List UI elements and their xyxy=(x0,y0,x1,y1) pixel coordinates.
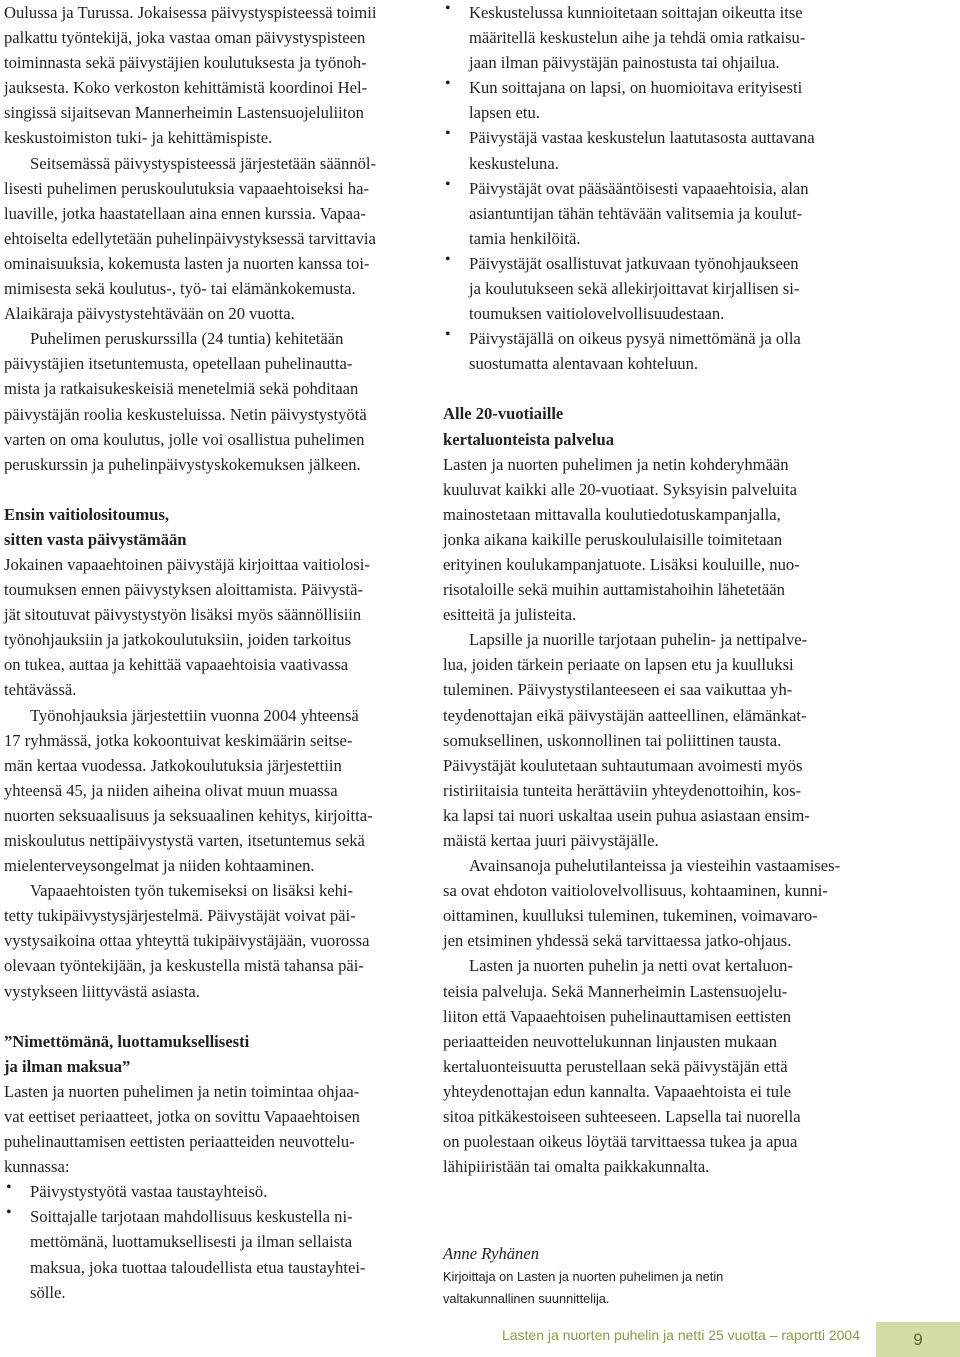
text-line: sölle. xyxy=(30,1282,66,1302)
bullet-item xyxy=(4,1204,414,1304)
text-line: ka lapsi tai nuori uskaltaa usein puhua asiastaan ensim- xyxy=(443,805,810,825)
text-line: somuksellinen, uskonnollinen tai poliittinen tausta. xyxy=(443,730,782,750)
text-line: kertaluonteisuutta perustellaan sekä päivystäjän että xyxy=(443,1056,788,1076)
bullet-item xyxy=(443,125,863,175)
text-line: ja koulutukseen sekä allekirjoittavat kirjallisen si- xyxy=(469,279,800,299)
text-line: Alaikäraja päivystystehtävään on 20 vuotta. xyxy=(4,304,295,324)
bullet-icon: • xyxy=(445,250,451,268)
text-line: tehtävässä. xyxy=(4,680,77,700)
text-line: päivystäjien itsetuntemusta, opetellaan puhelinautta- xyxy=(4,354,353,374)
text-line: teydenottajan eikä päivystäjän aatteellinen, elämänkat- xyxy=(443,705,807,725)
text-line: puhelinauttamisen eettisten periaatteiden neuvottelu- xyxy=(4,1132,355,1152)
right-column xyxy=(443,0,863,1310)
text-line: Lasten ja nuorten puhelin ja netti ovat kertaluon- xyxy=(469,956,793,976)
text-line: vystykseen liittyvästä asiasta. xyxy=(4,981,200,1001)
heading-line: ”Nimettömänä, luottamuksellisesti xyxy=(4,1031,250,1051)
text-line: jonka aikana kaikille peruskoululaisille toimitetaan xyxy=(443,529,783,549)
text-line: män kertaa vuodessa. Jatkokoulutuksia järjestettiin xyxy=(4,755,342,775)
text-line: liiton että Vapaaehtoisen puhelinauttamisen eettisten xyxy=(443,1006,792,1026)
text-line: sa ovat ehdoton vaitiolovelvollisuus, kohtaaminen, kunni- xyxy=(443,881,828,901)
text-line: Päivystäjä vastaa keskustelun laatutasosta auttavana xyxy=(469,128,815,148)
text-line: ehtoiselta edellytetään puhelinpäivystyksessä tarvittavia xyxy=(4,228,376,248)
text-line: suostumatta alentavaan kohteluun. xyxy=(469,354,699,374)
bullet-item xyxy=(443,176,863,251)
text-line: Lasten ja nuorten puhelimen ja netin kohderyhmään xyxy=(443,454,789,474)
text-line: yhteydenottajan edun kannalta. Vapaaehtoista ei tule xyxy=(443,1081,792,1101)
text-line: Oulussa ja Turussa. Jokaisessa päivystyspisteessä toimii xyxy=(4,3,377,22)
paragraph-supervision xyxy=(4,703,414,879)
paragraph-keywords xyxy=(443,853,863,953)
text-line: mäistä kertaa juuri päivystäjälle. xyxy=(443,831,659,850)
text-line: tamia henkilöitä. xyxy=(469,228,581,248)
text-line: Vapaaehtoisten työn tukemiseksi on lisäksi kehi- xyxy=(30,881,354,901)
text-line: olevaan työntekijään, ja keskustella mistä tahansa päi- xyxy=(4,956,364,976)
text-line: sitoa pitkäkestoiseen suhteeseen. Lapsella tai nuorella xyxy=(443,1107,801,1127)
text-line: asiantuntijan tähän tehtävään valitsemia ja koulut- xyxy=(469,203,803,223)
text-line: oittaminen, kuulluksi tuleminen, tukeminen, voimavaro- xyxy=(443,906,818,926)
text-line: ominaisuuksia, kokemusta lasten ja nuorten kanssa toi- xyxy=(4,253,370,273)
text-line: palkattu työntekijä, joka vastaa oman päivystyspisteen xyxy=(4,28,366,48)
heading-line: ja ilman maksua” xyxy=(4,1056,131,1076)
text-line: Päivystäjät koulutetaan suhtautumaan avoimesti myös xyxy=(443,755,803,775)
bullet-item xyxy=(4,1179,414,1204)
bullet-icon: • xyxy=(445,326,451,344)
bullet-item xyxy=(443,0,863,75)
heading-line: Alle 20-vuotiaille xyxy=(443,404,564,424)
text-line: Keskustelussa kunnioitetaan soittajan oikeutta itse xyxy=(469,3,803,22)
text-line: vystysaikoina ottaa yhteyttä tukipäivystäjään, vuorossa xyxy=(4,931,370,951)
text-line: keskusteluna. xyxy=(469,153,559,173)
text-line: Päivystäjät osallistuvat jatkuvaan työnohjaukseen xyxy=(469,253,799,273)
text-line: kunnassa: xyxy=(4,1157,70,1177)
paragraph-one-time-service xyxy=(443,953,863,1179)
text-line: luaville, jotka haastatellaan aina ennen kurssia. Vapaa- xyxy=(4,203,366,223)
ethics-bullet-list xyxy=(4,1179,414,1304)
text-line: Päivystystyötä vastaa taustayhteisö. xyxy=(30,1182,268,1202)
paragraph-commitment xyxy=(4,552,414,703)
footer-title: Lasten ja nuorten puhelin ja netti 25 vuotta – raportti 2004 xyxy=(501,1327,860,1343)
text-line: erityinen koulukampanjatuote. Lisäksi kouluille, nuo- xyxy=(443,554,800,574)
bullet-icon: • xyxy=(445,125,451,143)
text-line: Avainsanoja puhelutilanteissa ja viesteihin vastaamises- xyxy=(469,856,841,876)
page-number: 9 xyxy=(876,1322,960,1357)
text-line: miskoulutus nettipäivystystä varten, itsetuntemus sekä xyxy=(4,831,365,850)
bullet-icon: • xyxy=(445,0,451,17)
text-line: 17 ryhmässä, jotka kokoontuivat keskimäärin seitse- xyxy=(4,730,353,750)
text-line: tuleminen. Päivystystilanteeseen ei saa vaikuttaa yh- xyxy=(443,680,793,700)
section-heading-confidentiality xyxy=(4,502,414,552)
text-line: nuorten seksuaalisuus ja seksuaalinen kehitys, kirjoitta- xyxy=(4,805,373,825)
paragraph-target-group xyxy=(443,452,863,628)
bullet-item xyxy=(443,251,863,326)
text-line: jaan ilman päivystäjän painostusta tai ohjailua. xyxy=(469,53,780,73)
text-line: maksua, joka tuottaa taloudellista etua taustayhtei- xyxy=(30,1257,366,1277)
heading-line: Ensin vaitiolositoumus, xyxy=(4,504,170,524)
text-line: peruskurssin ja puhelinpäivystyskokemuksen jälkeen. xyxy=(4,454,361,474)
text-line: Jokainen vapaaehtoinen päivystäjä kirjoittaa vaitiolosi- xyxy=(4,554,370,574)
text-line: teisia palveluja. Sekä Mannerheimin Lastensuojelu- xyxy=(443,981,788,1001)
paragraph-intro-continued xyxy=(4,0,414,151)
text-line: mettömänä, luottamuksellisesti ja ilman sellaista xyxy=(30,1232,353,1252)
text-line: on tukea, auttaa ja kehittää vapaaehtoisia vaativassa xyxy=(4,655,349,675)
text-line: Kun soittajana on lapsi, on huomioitava erityisesti xyxy=(469,78,803,98)
text-line: Lapsille ja nuorille tarjotaan puhelin- ja nettipalve- xyxy=(469,630,808,650)
text-line: ristiriitaisia tunteita herättäviin yhteydenottoihin, kos- xyxy=(443,780,802,800)
left-column xyxy=(4,0,414,1305)
page-footer xyxy=(0,1322,960,1357)
text-line: toiminnasta sekä päivystäjien koulutuksesta ja työnoh- xyxy=(4,53,367,73)
text-line: jät sitoutuvat päivystystyön lisäksi myös säännöllisiin xyxy=(4,605,362,625)
paragraph-basic-course xyxy=(4,326,414,477)
text-line: vat eettiset periaatteet, jotka on sovittu Vapaaehtoisen xyxy=(4,1106,360,1126)
text-line: lapsen etu. xyxy=(469,103,540,123)
text-line: Päivystäjällä on oikeus pysyä nimettömänä ja olla xyxy=(469,329,801,349)
text-line: toumuksen vaitiolovelvollisuudestaan. xyxy=(469,304,725,324)
text-line: periaatteiden neuvottelukunnan linjausten mukaan xyxy=(443,1031,778,1051)
text-line: lua, joiden tärkein periaate on lapsen etu ja kuulluksi xyxy=(443,655,794,675)
text-line: mainostetaan mittavalla koulutiedotuskampanjalla, xyxy=(443,504,781,524)
text-line: risotaloille sekä muihin auttamistahoihin lähetetään xyxy=(443,580,785,600)
caption-line: Kirjoittaja on Lasten ja nuorten puhelimen ja netin xyxy=(443,1269,724,1285)
bullet-icon: • xyxy=(445,175,451,193)
text-line: mimisesta sekä koulutus-, työ- tai elämänkokemusta. xyxy=(4,279,356,299)
heading-line: sitten vasta päivystämään xyxy=(4,529,187,549)
author-caption xyxy=(443,1266,863,1310)
text-line: lähipiiristään tai omalta paikkakunnalta. xyxy=(443,1157,710,1177)
paragraph-principles xyxy=(443,627,863,853)
bullet-item xyxy=(443,75,863,125)
text-line: Puhelimen peruskurssilla (24 tuntia) kehitetään xyxy=(30,329,344,349)
text-line: määritellä keskustelun aihe ja tehdä omia ratkaisu- xyxy=(469,28,806,48)
bullet-item xyxy=(443,326,863,376)
paragraph-ethics xyxy=(4,1079,414,1179)
text-line: esitteitä ja julisteita. xyxy=(443,605,577,625)
section-heading-under-20 xyxy=(443,401,863,451)
text-line: päivystäjän roolia keskusteluissa. Netin päivystystyötä xyxy=(4,404,367,424)
author-name: Anne Ryhänen xyxy=(443,1244,539,1264)
text-line: Työnohjauksia järjestettiin vuonna 2004 yhteensä xyxy=(30,705,359,725)
paragraph-support-system xyxy=(4,878,414,1003)
bullet-icon: • xyxy=(6,1204,12,1222)
text-line: mielenterveysongelmat ja niiden kohtaaminen. xyxy=(4,856,315,876)
text-line: jen etsiminen yhdessä sekä tarvittaessa jatko-ohjaus. xyxy=(443,931,792,951)
text-line: Päivystäjät ovat pääsääntöisesti vapaaehtoisia, alan xyxy=(469,178,809,198)
text-line: toumuksen ennen päivystyksen aloittamista. Päivystä- xyxy=(4,580,364,600)
text-line: kuuluvat kaikki alle 20-vuotiaat. Syksyisin palveluita xyxy=(443,479,797,499)
paragraph-training xyxy=(4,151,414,327)
section-heading-anonymous xyxy=(4,1029,414,1079)
text-line: lisesti puhelimen peruskoulutuksia vapaaehtoiseksi ha- xyxy=(4,178,369,198)
text-line: tetty tukipäivystysjärjestelmä. Päivystäjät voivat päi- xyxy=(4,906,356,926)
text-line: mista ja ratkaisukeskeisiä menetelmiä sekä pohditaan xyxy=(4,379,359,399)
text-line: keskustoimiston tuki- ja kehittämispiste. xyxy=(4,128,273,148)
text-line: Seitsemässä päivystyspisteessä järjestetään säännöl- xyxy=(30,153,377,173)
text-line: Soittajalle tarjotaan mahdollisuus keskustella ni- xyxy=(30,1207,353,1227)
text-line: on puolestaan oikeus löytää tarvittaessa tukea ja apua xyxy=(443,1132,798,1152)
heading-line: kertaluonteista palvelua xyxy=(443,429,615,449)
text-line: jauksesta. Koko verkoston kehittämistä koordinoi Hel- xyxy=(4,78,368,98)
text-line: Lasten ja nuorten puhelimen ja netin toimintaa ohjaa- xyxy=(4,1081,360,1101)
text-line: varten on oma koulutus, jolle voi osallistua puhelimen xyxy=(4,429,365,449)
ethics-bullet-list-continued xyxy=(443,0,863,376)
bullet-icon: • xyxy=(445,75,451,93)
text-line: singissä sijaitsevan Mannerheimin Lastensuojeluliiton xyxy=(4,103,364,123)
text-line: yhteensä 45, ja niiden aiheina olivat muun muassa xyxy=(4,780,338,800)
bullet-icon: • xyxy=(6,1179,12,1197)
caption-line: valtakunnallinen suunnittelija. xyxy=(443,1291,610,1307)
text-line: työnohjauksiin ja jatkokoulutuksiin, joiden tarkoitus xyxy=(4,630,352,650)
